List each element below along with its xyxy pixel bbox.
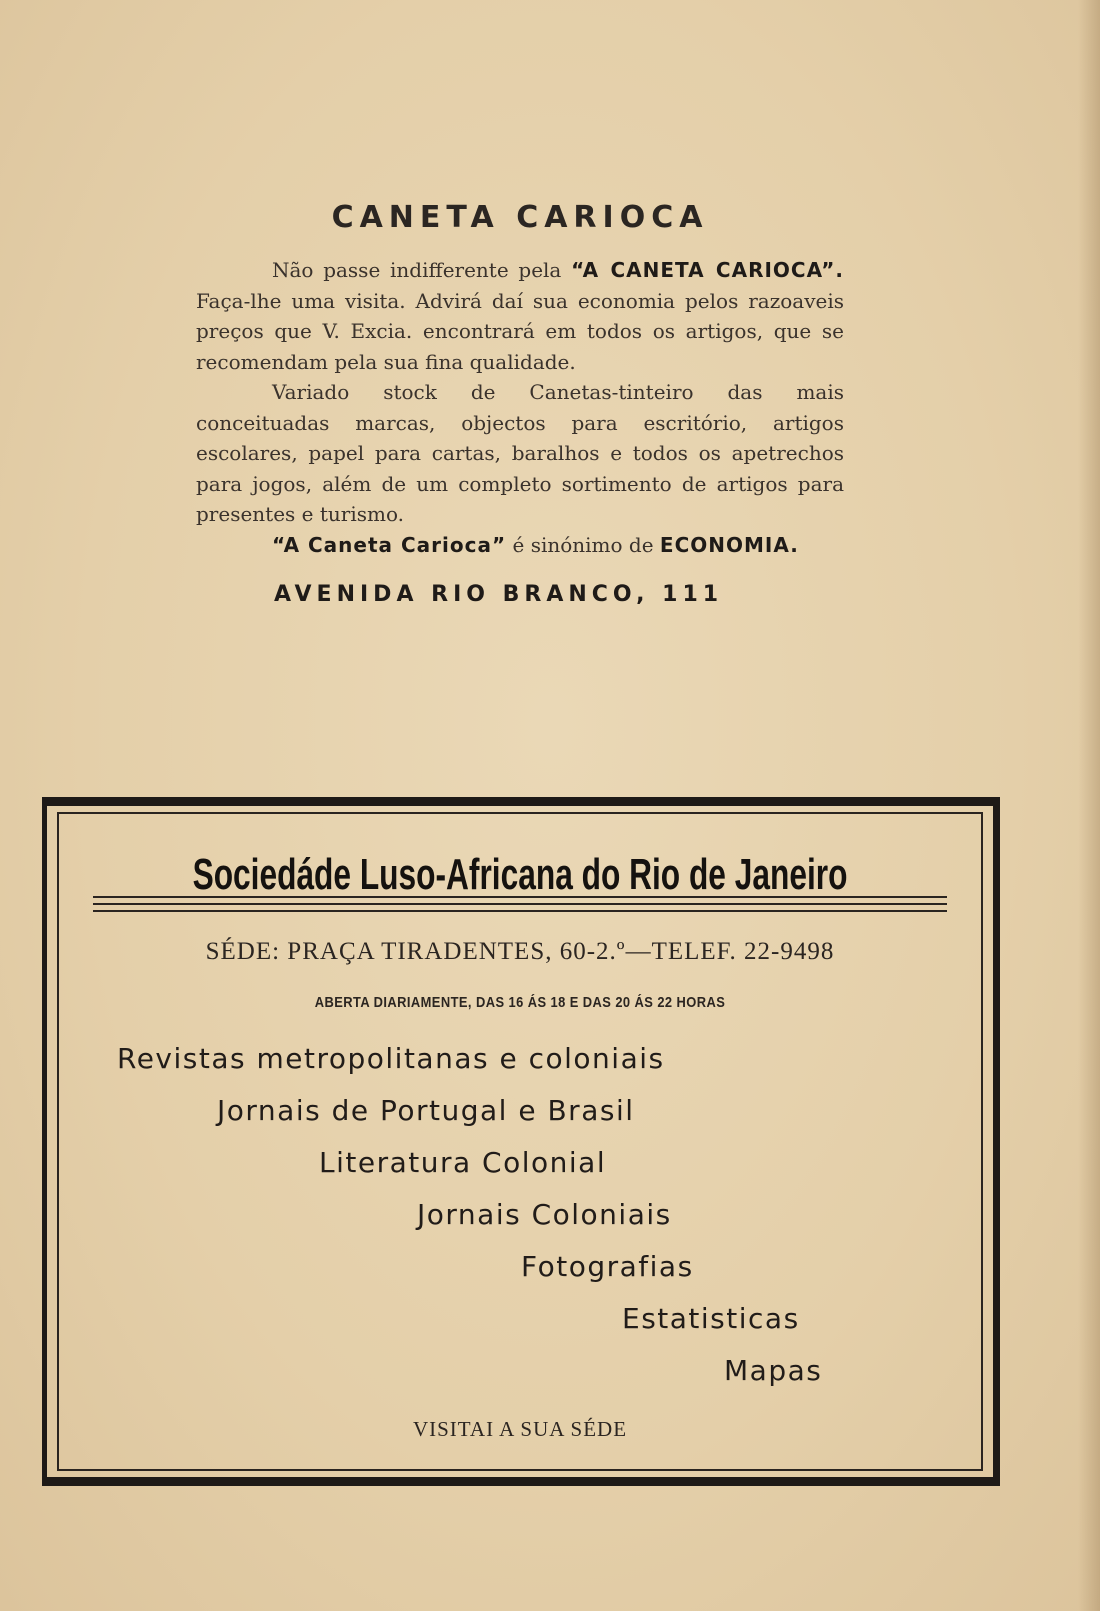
list-item: Mapas <box>724 1354 823 1387</box>
list-item: Fotografias <box>521 1250 694 1283</box>
tagline-store-name: “A Caneta Carioca” <box>272 532 507 557</box>
list-item: Jornais Coloniais <box>417 1198 672 1231</box>
double-rule-top <box>93 903 947 905</box>
sociedade-footer: VISITAI A SUA SÉDE <box>412 1417 628 1441</box>
paragraph-1-rest: Faça-lhe uma visita. Advirá daí sua economia pelos razoaveis preços que V. Excia. encontrará em todos os artigos, que se recomendam pela sua fina qualidade. <box>196 288 844 374</box>
caneta-carioca-advertisement <box>196 200 844 607</box>
page-edge-shadow <box>1078 0 1100 1611</box>
double-rule-bottom <box>93 910 947 912</box>
caneta-carioca-tagline <box>196 530 844 561</box>
list-item: Jornais de Portugal e Brasil <box>217 1094 635 1127</box>
title-underline <box>93 896 947 898</box>
list-item: Literatura Colonial <box>319 1146 607 1179</box>
caneta-carioca-paragraph-1 <box>196 255 844 377</box>
tagline-economia: ECONOMIA. <box>659 532 799 557</box>
tagline-middle: é sinónimo de <box>506 532 660 557</box>
sociedade-title: Sociedáde Luso-Africana do Rio de Janeiro <box>192 850 848 899</box>
sociedade-headquarters: SÉDE: PRAÇA TIRADENTES, 60-2.º—TELEF. 22-9498 <box>205 938 835 965</box>
list-item: Revistas metropolitanas e coloniais <box>117 1042 665 1075</box>
paragraph-1-store-name: “A CANETA CARIOCA”. <box>571 258 844 282</box>
caneta-carioca-title: CANETA CARIOCA <box>331 200 709 235</box>
paragraph-1-lead: Não passe indifferente pela <box>272 258 572 282</box>
sociedade-inner-frame <box>57 812 983 1471</box>
list-item: Estatisticas <box>622 1302 800 1335</box>
caneta-carioca-paragraph-2: Variado stock de Canetas-tinteiro das mais conceituadas marcas, objectos para escritório, artigos escolares, papel para cartas, baralhos e todos os apetrechos para jogos, além de um completo sortimento de artigos para presentes e turismo. <box>196 380 844 526</box>
sociedade-advertisement-box <box>42 797 1000 1486</box>
caneta-carioca-address: AVENIDA RIO BRANCO, 111 <box>274 582 724 607</box>
sociedade-opening-hours: ABERTA DIARIAMENTE, DAS 16 ÁS 18 E DAS 20 ÁS 22 HORAS <box>314 994 726 1011</box>
